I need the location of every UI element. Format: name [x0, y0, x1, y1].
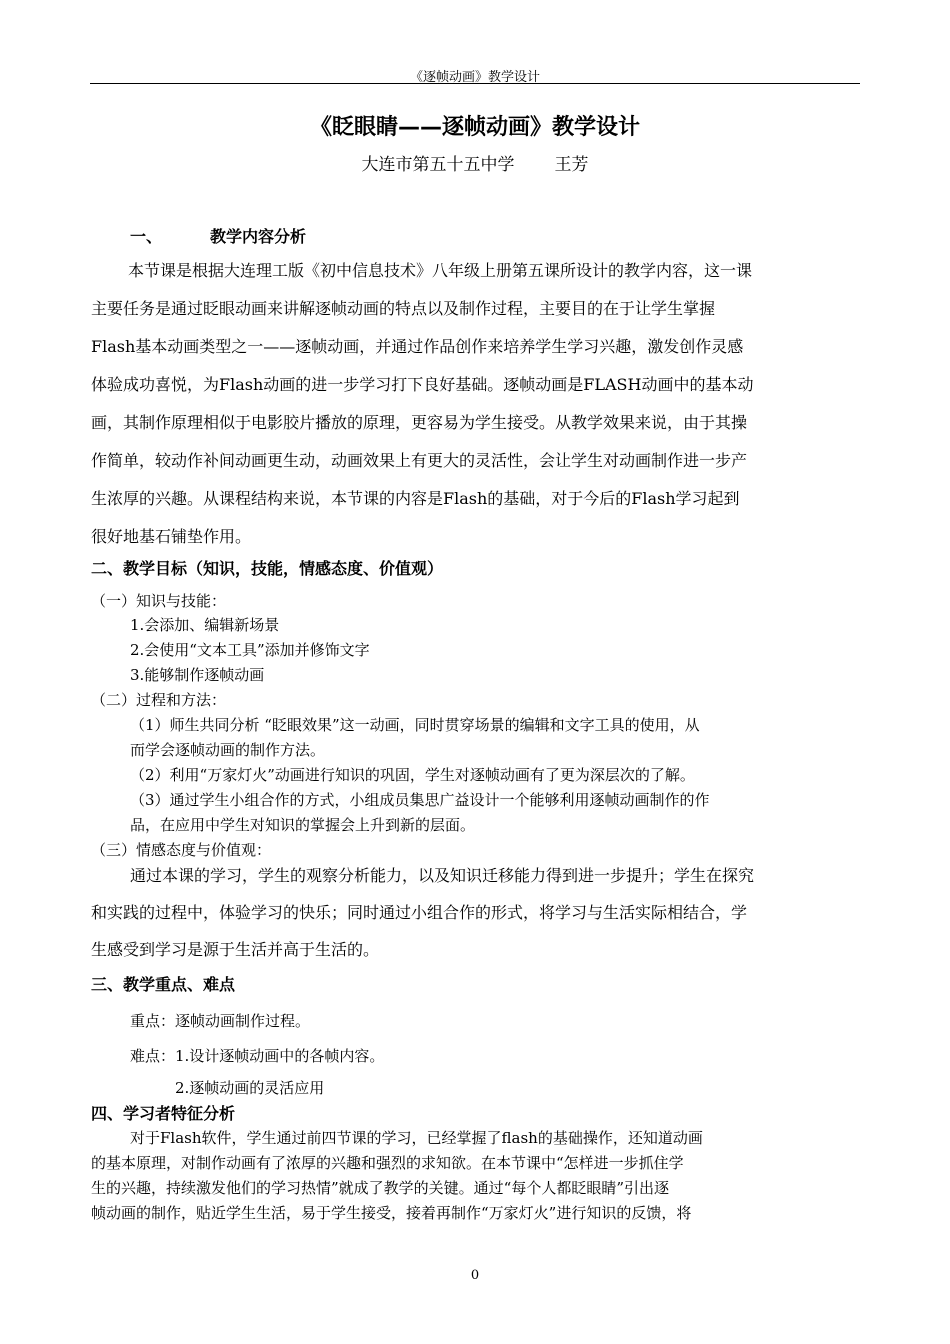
header-rule [90, 83, 860, 84]
sub-1-title: （一）知识与技能： [91, 592, 227, 610]
section-1-line: 很好地基石铺垫作用。 [91, 527, 252, 546]
section-1-line: 主要任务是通过眨眼动画来讲解逐帧动画的特点以及制作过程，主要目的在于让学生掌握 [91, 299, 716, 318]
section-3-heading: 三、教学重点、难点 [91, 975, 236, 994]
section-1-line: 生浓厚的兴趣。从课程结构来说，本节课的内容是Flash的基础，对于今后的Flash学习起到 [91, 489, 740, 508]
sub-1-item: 2.会使用“文本工具”添加并修饰文字 [130, 641, 370, 659]
sub-1-item: 3.能够制作逐帧动画 [130, 666, 265, 684]
sub-3-title: （三）情感态度与价值观： [91, 841, 272, 859]
section-4-line: 帧动画的制作，贴近学生生活，易于学生接受，接着再制作“万家灯火”进行知识的反馈，将 [91, 1204, 692, 1222]
difficulty-2: 2.逐帧动画的灵活应用 [175, 1079, 325, 1097]
sub-2-title: （二）过程和方法： [91, 691, 227, 709]
running-header: 《逐帧动画》教学设计 [409, 70, 540, 85]
sub-2-line: （1）师生共同分析 “眨眼效果”这一动画，同时贯穿场景的编辑和文字工具的使用，从 [130, 716, 700, 734]
section-1-line: 作简单，较动作补间动画更生动，动画效果上有更大的灵活性，会让学生对动画制作进一步产 [91, 451, 748, 470]
section-1-line: 体验成功喜悦，为Flash动画的进一步学习打下良好基础。逐帧动画是FLASH动画中的基本动 [91, 375, 754, 394]
key-point: 重点：逐帧动画制作过程。 [130, 1012, 311, 1030]
section-4-heading: 四、学习者特征分析 [91, 1104, 236, 1123]
school-name: 大连市第五十五中学 [361, 155, 515, 175]
sub-2-line: （3）通过学生小组合作的方式，小组成员集思广益设计一个能够利用逐帧动画制作的作 [130, 791, 710, 809]
section-1-heading [130, 224, 306, 247]
sub-2-line: （2）利用“万家灯火”动画进行知识的巩固，学生对逐帧动画有了更为深层次的了解。 [130, 766, 695, 784]
sub-1-item: 1.会添加、编辑新场景 [130, 616, 280, 634]
sub-2-line: 而学会逐帧动画的制作方法。 [130, 741, 326, 759]
sub-3-line: 和实践的过程中，体验学习的快乐；同时通过小组合作的形式，将学习与生活实际相结合，学 [91, 903, 748, 922]
section-2-heading: 二、教学目标（知识，技能，情感态度、价值观） [91, 559, 444, 578]
document-title: 《眨眼睛——逐帧动画》教学设计 [309, 115, 640, 140]
sub-3-line: 通过本课的学习，学生的观察分析能力，以及知识迁移能力得到进一步提升；学生在探究 [130, 866, 755, 885]
author-name: 王芳 [554, 155, 589, 175]
sub-2-line: 品，在应用中学生对知识的掌握会上升到新的层面。 [130, 816, 476, 834]
sub-3-line: 生感受到学习是源于生活并高于生活的。 [91, 940, 380, 959]
section-1-line: 本节课是根据大连理工版《初中信息技术》八年级上册第五课所设计的教学内容，这一课 [128, 261, 753, 280]
section-1-title: 教学内容分析 [210, 227, 307, 246]
page-number: 0 [470, 1268, 480, 1283]
section-4-line: 生的兴趣，持续激发他们的学习热情”就成了教学的关键。通过“每个人都眨眼睛”引出逐 [91, 1179, 670, 1197]
difficulty-1: 难点：1.设计逐帧动画中的各帧内容。 [130, 1047, 385, 1065]
document-byline [0, 150, 950, 175]
section-4-line: 对于Flash软件，学生通过前四节课的学习，已经掌握了flash的基础操作，还知道动画 [130, 1129, 703, 1147]
section-1-line: 画，其制作原理相似于电影胶片播放的原理，更容易为学生接受。从教学效果来说，由于其操 [91, 413, 748, 432]
section-4-line: 的基本原理，对制作动画有了浓厚的兴趣和强烈的求知欲。在本节课中“怎样进一步抓住学 [91, 1154, 684, 1172]
section-1-number: 一、 [130, 227, 163, 246]
section-1-line: Flash基本动画类型之一——逐帧动画，并通过作品创作来培养学生学习兴趣，激发创作灵感 [91, 337, 744, 356]
